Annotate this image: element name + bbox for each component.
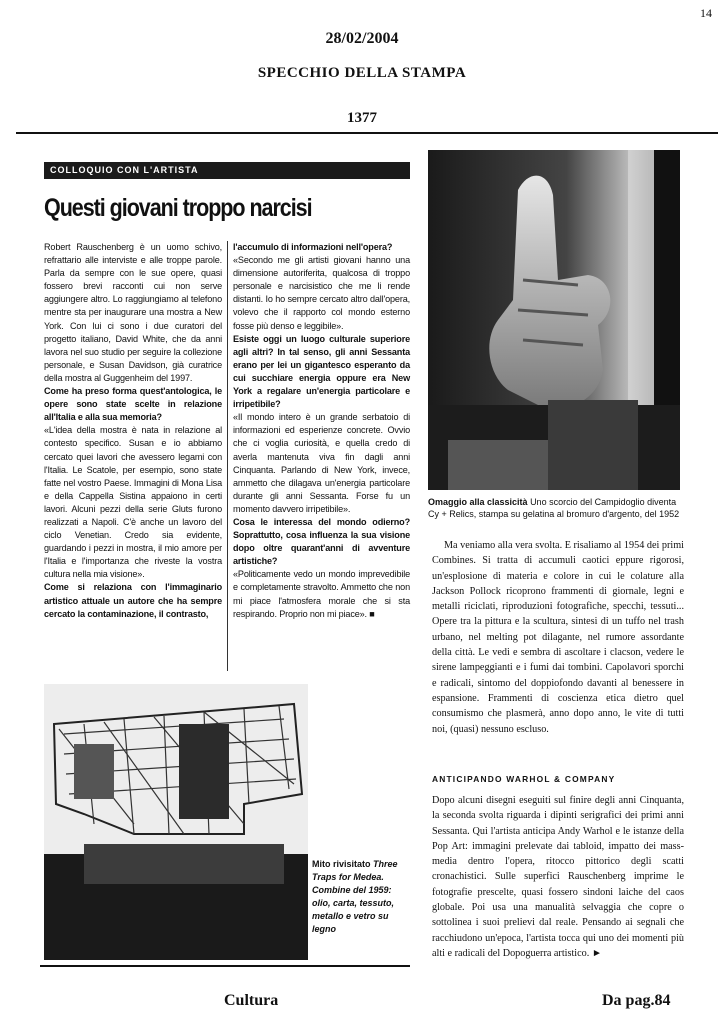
campidoglio-caption-text: Uno scorcio del Campidoglio diventa Cy + Relics, stampa su gelatina al bromuro d'argento, del 1952 xyxy=(428,497,680,519)
article-headline: Questi giovani troppo narcisi xyxy=(44,194,312,222)
col1-question: Come ha preso forma quest'antologica, le opere sono state scelte in relazione all'Italia e alla sua memoria? xyxy=(44,386,222,423)
col2-para: «Politicamente vedo un mondo imprevedibile e completamente stravolto. Ammetto che non mi piace l'atmosfera morale che si sta respirando. Proprio non mi piace». ■ xyxy=(233,569,410,619)
header-date: 28/02/2004 xyxy=(325,30,399,47)
header-publication: SPECCHIO DELLA STAMPA xyxy=(257,65,467,81)
col2-question: Esiste oggi un luogo culturale superiore agli altri? In tal senso, gli anni Sessanta erano per lei un gigantesco esperanto da cui succhiare energia oppure era New York a regalare un'energia particolare e irripetibile? xyxy=(233,333,410,410)
right-column-subhead: ANTICIPANDO WARHOL & COMPANY xyxy=(432,774,616,784)
campidoglio-photo-image xyxy=(428,150,680,490)
page-number: 14 xyxy=(700,6,712,20)
right-column-text xyxy=(432,538,684,737)
medea-photo-image xyxy=(44,684,308,960)
col1-para: «L'idea della mostra è nata in relazione al contesto specifico. Susan e io abbiamo cercato quei lavori che avessero legami con l'Italia. Le Scatole, per esempio, sono state fatte nel vostro Paese. Immagini di Mona Lisa e della Cappella Sistina appaiono in certi lavori. Alcuni pezzi della serie Gluts furono realizzati a Napoli. C'è anche un lavoro del ciclo Venetian. Credo sia evidente, guardando i pezzi in mostra, il mio amore per l'Italia e l'importanza che riveste la vostra cultura nella mia visione». xyxy=(44,425,222,580)
col1-para: Robert Rauschenberg è un uomo schivo, refrattario alle interviste e alle troppe parole. Parla da sempre con le sue opere, quasi fossero brevi racconti cui non serve aggiungere altro. Lo raggiungiamo al telefono mentre sta per inaugurare una mostra a New York. Con lui ci sono i due curatori del progetto italiano, David White, che da anni lavora nel suo studio per seguire la collezione personale, e Susan Davidson, già curatrice della mostra al Guggenheim del 1997. xyxy=(44,242,222,383)
col2-para: «Il mondo intero è un grande serbatoio di informazioni ed esperienze concrete. Ovvio che ci voglia curiosità, e quella credo di averla mantenuta viva fin dagli anni Cinquanta. Parlando di New York, invece, ammetto che dilagava un'energia particolare durante gli anni Sessanta. Forse fu un momento davvero irripetibile». xyxy=(233,412,410,514)
medea-caption-text: Three Traps for Medea. Combine del 1959: olio, carta, tessuto, metallo e vetro su legno xyxy=(312,859,398,934)
bottom-rule xyxy=(40,965,410,967)
footer-continued: Da pag.84 xyxy=(602,992,671,1009)
header-rule xyxy=(16,132,718,134)
column-divider xyxy=(227,241,228,671)
article-kicker: COLLOQUIO CON L'ARTISTA xyxy=(44,162,410,179)
campidoglio-photo xyxy=(428,150,680,490)
right-column-para: Dopo alcuni disegni eseguiti sul finire degli anni Cinquanta, la seconda svolta riguarda i dipinti serigrafici dei primi anni Sessanta. Qui l'artista anticipa Andy Warhol e le istanze della Pop Art: immagini prelevate dai tabloid, impatto dei mass-media dentro l'opera, ritocco pittorico degli scatti cronachistici. Sulle superfici Rauschenberg imprime le fotografie prescelte, quasi fossero sindoni laiche del caos globale. Poi usa una manualità selvaggia che copre o sottolinea i suoi prelievi dal reale. Pensando ai segnali che racchiudono un'epoca, l'artista tocca qui uno dei momenti più alti e radicali del Dopoguerra artistico. ► xyxy=(432,795,684,959)
article-column-1 xyxy=(44,241,222,621)
col2-para: «Secondo me gli artisti giovani hanno una dimensione autoriferita, qualcosa di troppo personale e narcisistico che me li rende distanti. Io ho sempre cercato altro dall'opera, volevo che il rapporto col mondo esterno fosse più denso e leggibile». xyxy=(233,255,410,331)
col2-question: l'accumulo di informazioni nell'opera? xyxy=(233,242,393,252)
campidoglio-caption xyxy=(428,496,684,520)
right-column-text-2 xyxy=(432,793,684,961)
article-column-2 xyxy=(233,241,410,621)
campidoglio-caption-title: Omaggio alla classicità xyxy=(428,497,528,507)
medea-caption-title: Mito rivisitato xyxy=(312,859,371,869)
header-code: 1377 xyxy=(347,110,377,126)
medea-caption xyxy=(312,858,408,936)
footer-section: Cultura xyxy=(224,992,279,1009)
col2-question: Cosa le interessa del mondo odierno? Soprattutto, cosa influenza la sua visione dopo oltre quarant'anni di avventure artistiche? xyxy=(233,516,410,567)
medea-photo xyxy=(44,684,308,960)
col1-question: Come si relaziona con l'immaginario artistico attuale un autore che ha sempre cercato la contaminazione, il contrasto, xyxy=(44,582,222,619)
right-column-para: Ma veniamo alla vera svolta. E risaliamo al 1954 dei primi Combines. Si tratta di accumuli caotici eppure rigorosi, un'esplosione di materia e colore in cui le colature alla Jackson Pollock ricoprono frammenti di giornale, legni e metalli riciclati, riproduzioni fotografiche, specchi, tessuti... Opere tra la pittura e la scultura, sintesi di un tuffo nel trash urbano, nel melting pot dilagante, nel rumore assordante della città. Le vedi e sembra di ascoltare i clacson, vedere le sirene lampeggianti e i fumi dai tombini. Capolavori sporchi e radicali, sintomo del doppiofondo davanti al benessere in espansione. Frammenti di coscienza etica dietro quel consumismo che plasmerà, anno dopo anno, le vite di tutti noi, (quasi) nessuno escluso. xyxy=(432,540,684,735)
